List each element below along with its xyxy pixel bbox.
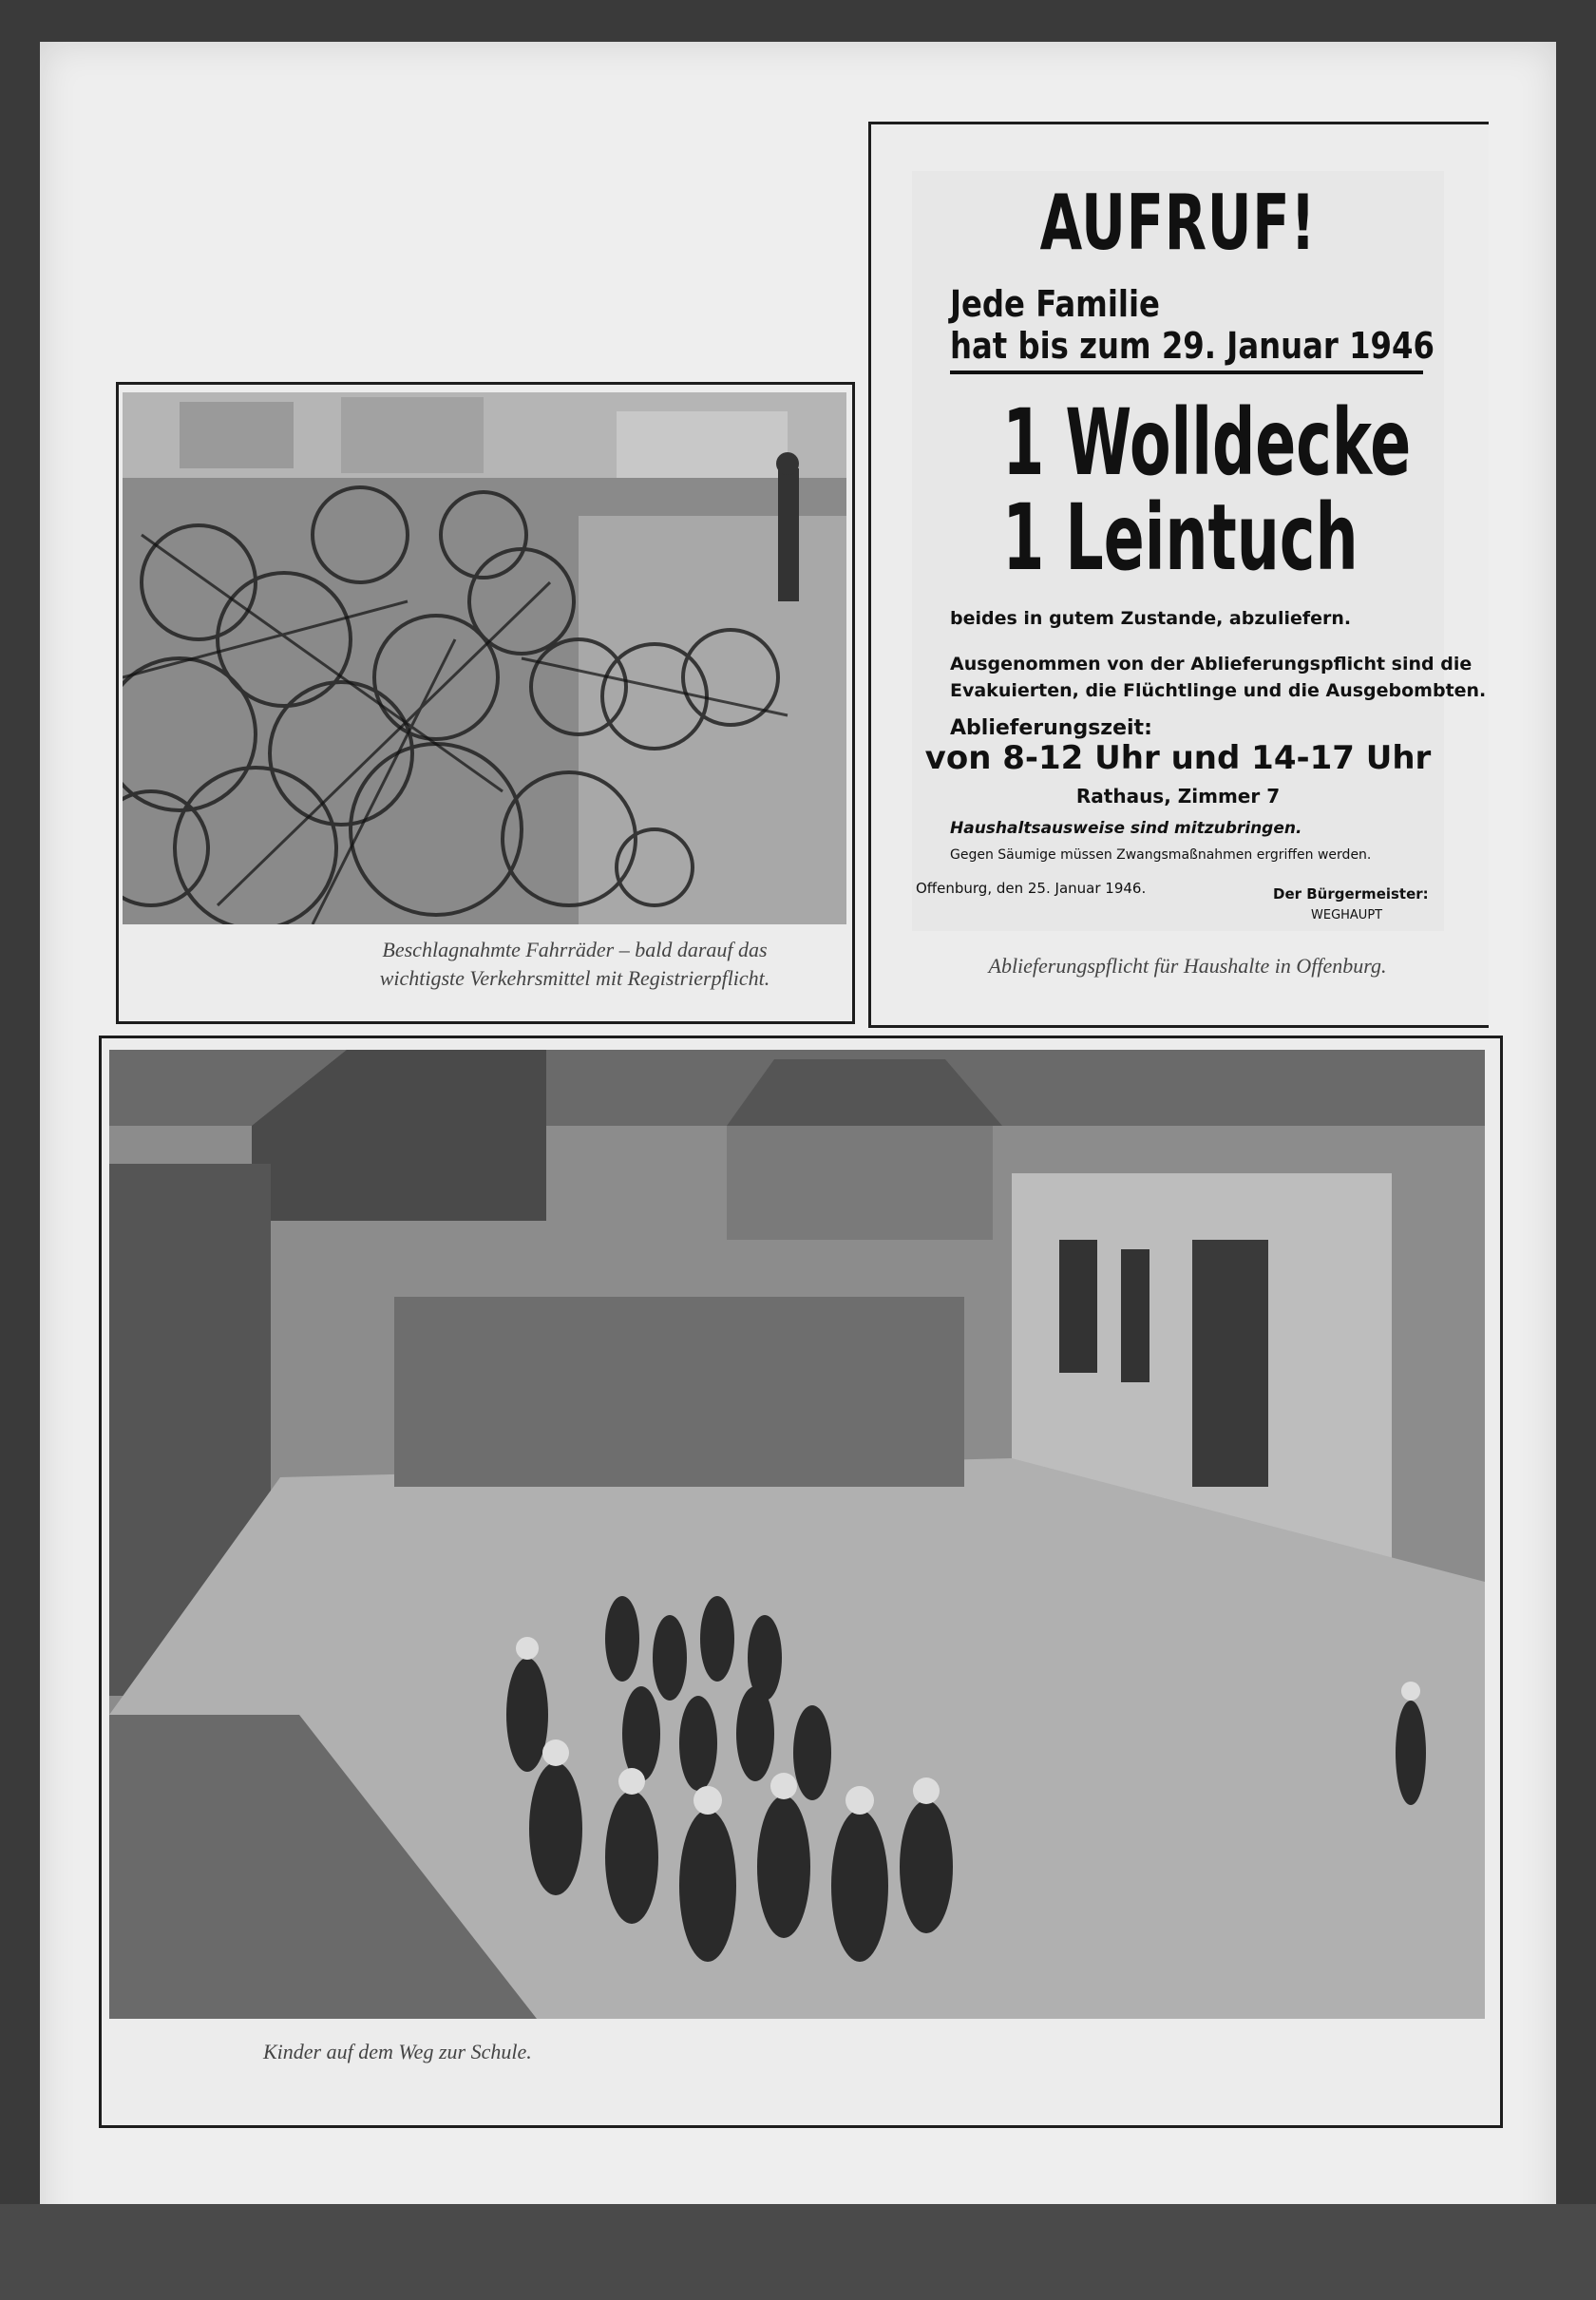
poster-signer-name: WEGHAUPT (1311, 908, 1383, 922)
children-photo (109, 1050, 1485, 2019)
bicycles-photo (123, 392, 846, 924)
poster-time: von 8-12 Uhr und 14-17 Uhr (924, 739, 1432, 777)
bicycles-caption-line2: wichtigste Verkehrsmittel mit Registrierpflicht. (379, 966, 770, 990)
poster-time-label: Ablieferungszeit: (950, 716, 1152, 740)
bicycles-caption (309, 936, 841, 993)
children-caption: Kinder auf dem Weg zur Schule. (263, 2040, 532, 2063)
poster-signer-title: Der Bürgermeister: (1273, 885, 1429, 903)
poster-item1: 1 Wolldecke (1002, 390, 1412, 496)
poster (912, 171, 1487, 931)
bicycles-caption-line1: Beschlagnahmte Fahrräder – bald darauf das (382, 938, 768, 961)
poster-title: AUFRUF! (1039, 179, 1317, 267)
poster-exempt2: Evakuierten, die Flüchtlinge und die Ausgebombten. (950, 680, 1487, 701)
poster-date: Offenburg, den 25. Januar 1946. (916, 880, 1147, 897)
poster-place: Rathaus, Zimmer 7 (1075, 785, 1281, 808)
poster-bring: Haushaltsausweise sind mitzubringen. (950, 819, 1302, 838)
poster-condition: beides in gutem Zustande, abzuliefern. (950, 608, 1352, 629)
poster-line1: Jede Familie (950, 283, 1160, 325)
poster-underline (950, 371, 1423, 374)
poster-warning: Gegen Säumige müssen Zwangsmaßnahmen ergriffen werden. (950, 847, 1372, 863)
poster-caption: Ablieferungspflicht für Haushalte in Offenburg. (988, 954, 1387, 978)
bicycles-panel (116, 382, 855, 1024)
poster-item2: 1 Leintuch (1002, 485, 1358, 591)
children-panel (99, 1036, 1503, 2128)
poster-line2: hat bis zum 29. Januar 1946 (950, 325, 1434, 367)
background-band (0, 2204, 1596, 2300)
poster-exempt1: Ausgenommen von der Ablieferungspflicht sind die (950, 654, 1472, 675)
